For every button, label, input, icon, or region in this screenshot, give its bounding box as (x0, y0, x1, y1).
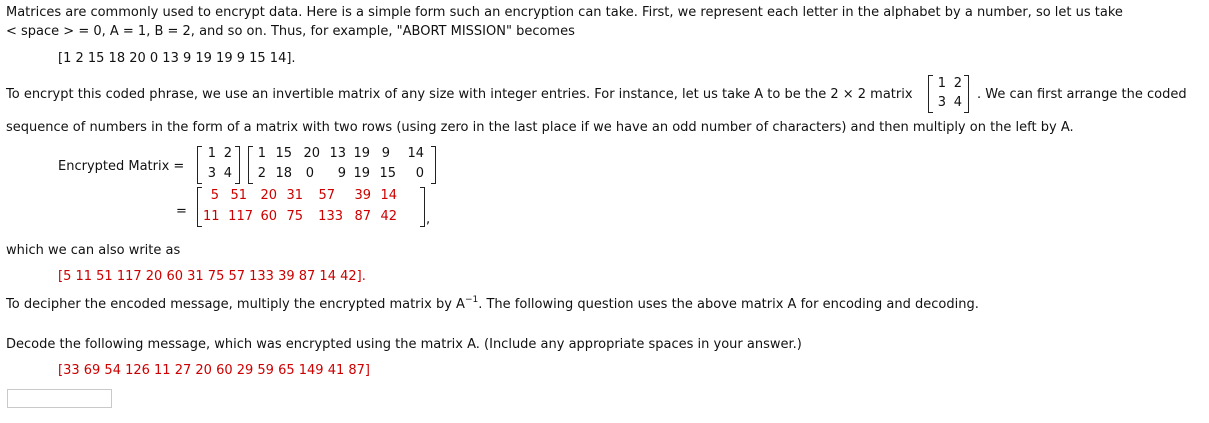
result-matrix (197, 187, 437, 227)
bracket-left (197, 146, 202, 184)
matrix-cell: 19 (353, 146, 370, 161)
matrix-cell: 19 (353, 166, 370, 181)
encrypted-vector: [5 11 51 117 20 60 31 75 57 133 39 87 14 42]. (58, 269, 366, 284)
matrix-cell: 2 (257, 166, 266, 181)
matrix-cell: 15 (275, 146, 292, 161)
bracket-left (928, 75, 933, 113)
matrix-cell: 4 (953, 95, 962, 110)
matrix-cell: 42 (380, 209, 397, 224)
matrix-cell: 3 (937, 95, 946, 110)
decode-prompt: Decode the following message, which was encrypted using the matrix A. (Include any appropriate spaces in your answer.) (6, 337, 802, 352)
matrix-cell: 13 (329, 146, 346, 161)
matrix-cell: 15 (379, 166, 396, 181)
matrix-cell: 20 (303, 146, 320, 161)
bracket-right (431, 146, 436, 184)
decipher-end: . The following question uses the above matrix A for encoding and decoding. (478, 297, 979, 312)
inverse-superscript: −1 (464, 295, 479, 305)
matrix-cell: 0 (305, 166, 314, 181)
matrix-cell: 3 (207, 166, 216, 181)
bracket-right (420, 187, 425, 227)
decipher-start: To decipher the encoded message, multiply the encrypted matrix by A (6, 297, 465, 312)
matrix-cell: 1 (207, 146, 216, 161)
matrix-cell: 11 (203, 209, 220, 224)
matrix-cell: 133 (318, 209, 343, 224)
encrypt-line-end: . We can first arrange the coded (977, 87, 1187, 102)
also-write-text: which we can also write as (6, 243, 181, 258)
matrix-cell: 87 (354, 209, 371, 224)
matrix-cell: 5 (210, 188, 219, 203)
encrypted-matrix-label: Encrypted Matrix = (58, 159, 185, 174)
message-vector: [33 69 54 126 11 27 20 60 29 59 65 149 41 87] (58, 363, 370, 378)
matrix-cell: 60 (260, 209, 277, 224)
matrix-cell: 1 (257, 146, 266, 161)
matrix-cell: 0 (415, 166, 424, 181)
matrix-cell: 14 (380, 188, 397, 203)
matrix-cell: 31 (286, 188, 303, 203)
matrix-cell: 51 (230, 188, 247, 203)
matrix-cell: 117 (228, 209, 253, 224)
encrypt-line-start: To encrypt this coded phrase, we use an invertible matrix of any size with integer entries. For instance, let us take A to be the 2 × 2 matrix (6, 87, 913, 102)
sequence-line: sequence of numbers in the form of a matrix with two rows (using zero in the last place if we have an odd number of characters) and then multiply on the left by A. (6, 120, 1074, 135)
matrix-a-inline (928, 75, 978, 113)
matrix-cell: 75 (286, 209, 303, 224)
matrix-cell: 20 (260, 188, 277, 203)
matrix-cell: 57 (318, 188, 335, 203)
matrix-cell: 9 (381, 146, 390, 161)
matrix-cell: 18 (275, 166, 292, 181)
equals-sign: = (176, 204, 187, 219)
matrix-cell: 2 (223, 146, 232, 161)
matrix-cell: 4 (223, 166, 232, 181)
matrix-cell: 14 (407, 146, 424, 161)
matrix-cell: 39 (354, 188, 371, 203)
matrix-cell: 2 (953, 76, 962, 91)
coded-matrix (248, 146, 438, 184)
coded-vector: [1 2 15 18 20 0 13 9 19 19 9 15 14]. (58, 51, 296, 66)
answer-input[interactable] (7, 389, 112, 408)
matrix-a (197, 146, 247, 184)
intro-line-2: < space > = 0, A = 1, B = 2, and so on. Thus, for example, "ABORT MISSION" becomes (6, 24, 575, 39)
trailing-comma: , (426, 212, 431, 227)
bracket-right (964, 75, 969, 113)
bracket-right (235, 146, 240, 184)
bracket-left (248, 146, 253, 184)
matrix-cell: 1 (937, 76, 946, 91)
intro-line-1: Matrices are commonly used to encrypt data. Here is a simple form such an encryption can take. First, we represent each letter in the alphabet by a number, so let us take (6, 5, 1123, 20)
matrix-cell: 9 (337, 166, 346, 181)
decipher-line (6, 297, 979, 314)
bracket-left (197, 187, 202, 227)
